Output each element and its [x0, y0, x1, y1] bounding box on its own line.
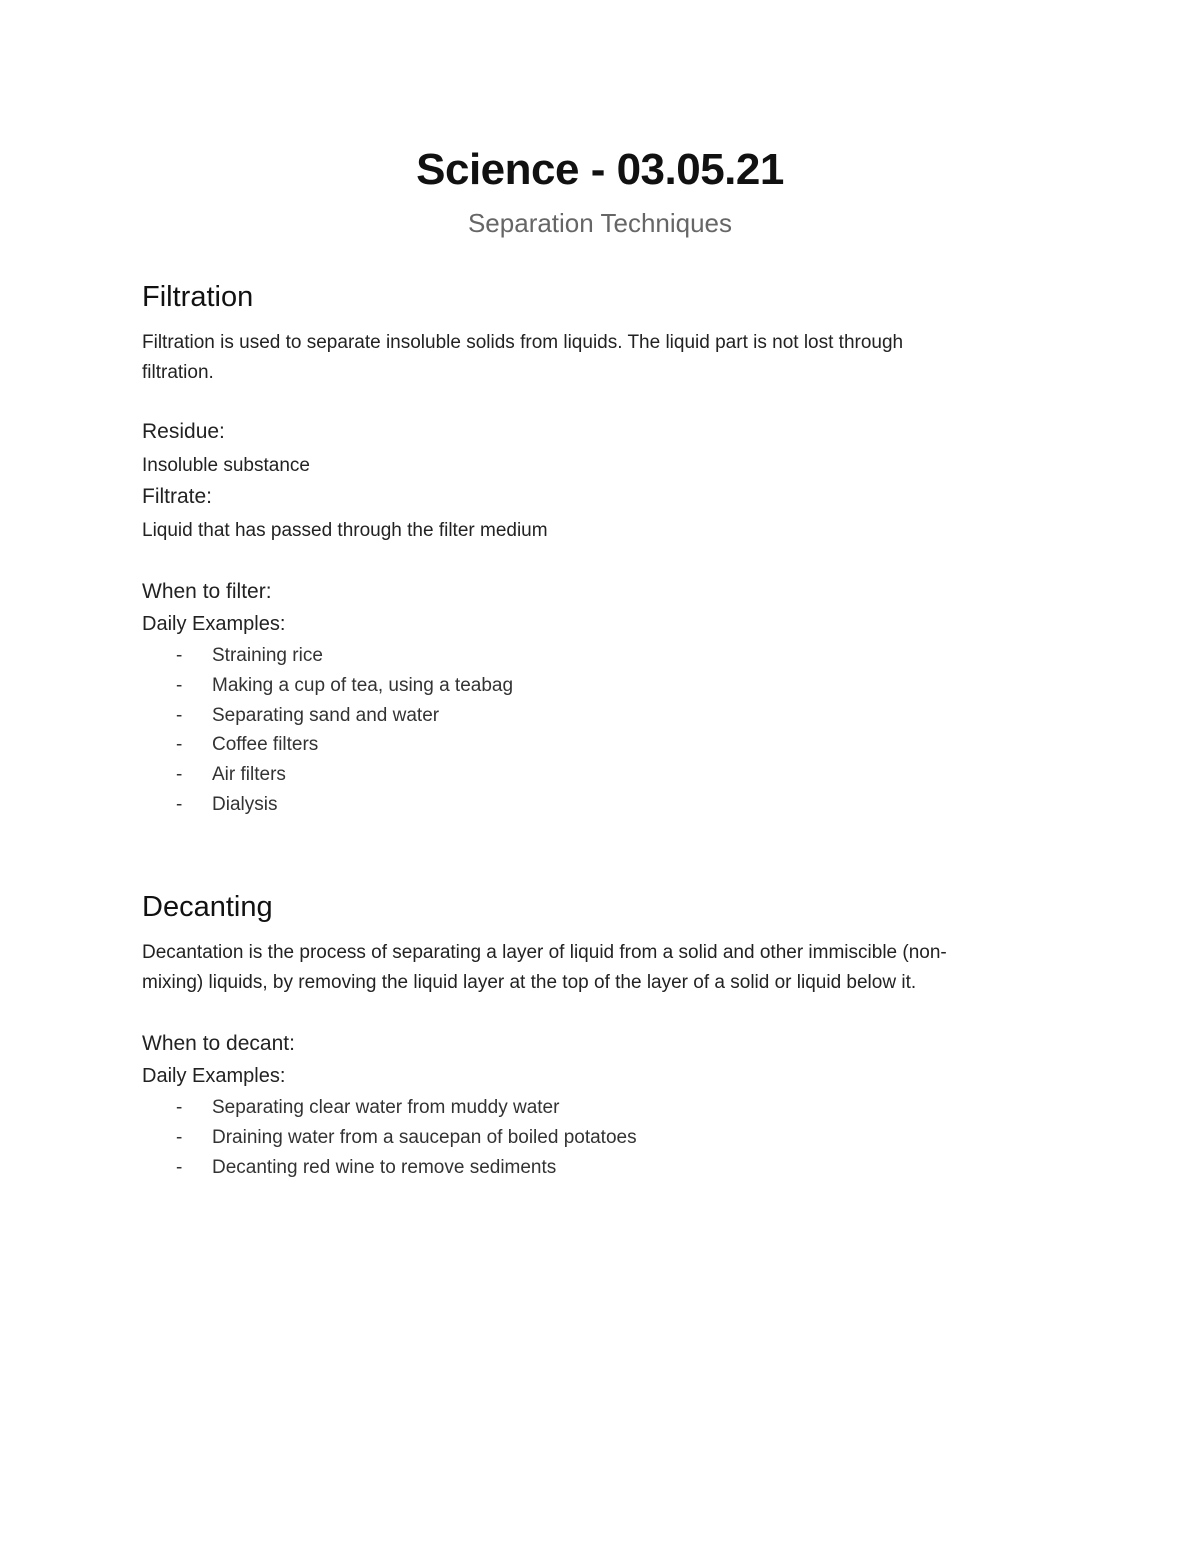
list-item-text: Decanting red wine to remove sediments [212, 1156, 557, 1178]
bullet-dash: - [176, 734, 183, 756]
bullet-dash: - [176, 704, 183, 726]
bullet-dash: - [176, 1156, 183, 1178]
list-item-text: Dialysis [212, 793, 278, 815]
list-item-text: Separating clear water from muddy water [212, 1097, 560, 1118]
list-item-text: Straining rice [212, 645, 323, 666]
list-item-text: Draining water from a saucepan of boiled potatoes [212, 1126, 637, 1148]
decanting-paragraph-line-1: Decantation is the process of separating a layer of liquid from a solid and other immiscible (non- [142, 942, 947, 963]
filtration-examples-label: Daily Examples: [142, 613, 286, 635]
list-item-text: Air filters [212, 764, 286, 786]
bullet-dash: - [176, 645, 183, 666]
decanting-paragraph-line-2: mixing) liquids, by removing the liquid layer at the top of the layer of a solid or liquid below it. [142, 972, 917, 993]
bullet-dash: - [176, 793, 183, 815]
document-title: Science - 03.05.21 [416, 145, 784, 194]
bullet-dash: - [176, 674, 183, 696]
filtrate-label: Filtrate: [142, 485, 213, 508]
filtrate-text: Liquid that has passed through the filter medium [142, 520, 548, 541]
residue-text: Insoluble substance [142, 455, 310, 476]
residue-label: Residue: [142, 420, 225, 443]
list-item-text: Separating sand and water [212, 704, 440, 726]
decanting-examples-label: Daily Examples: [142, 1065, 286, 1087]
bullet-dash: - [176, 764, 183, 786]
decanting-heading: Decanting [142, 891, 273, 923]
list-item-text: Making a cup of tea, using a teabag [212, 674, 514, 696]
list-item-text: Coffee filters [212, 734, 319, 756]
when-to-decant-heading: When to decant: [142, 1032, 295, 1055]
when-to-filter-heading: When to filter: [142, 580, 272, 603]
bullet-dash: - [176, 1126, 183, 1148]
document-subtitle: Separation Techniques [467, 208, 733, 238]
bullet-dash: - [176, 1097, 183, 1118]
filtration-heading: Filtration [142, 281, 254, 313]
filtration-paragraph-line-1: Filtration is used to separate insoluble solids from liquids. The liquid part is not lost through [142, 332, 904, 353]
filtration-paragraph-line-2: filtration. [142, 362, 214, 383]
